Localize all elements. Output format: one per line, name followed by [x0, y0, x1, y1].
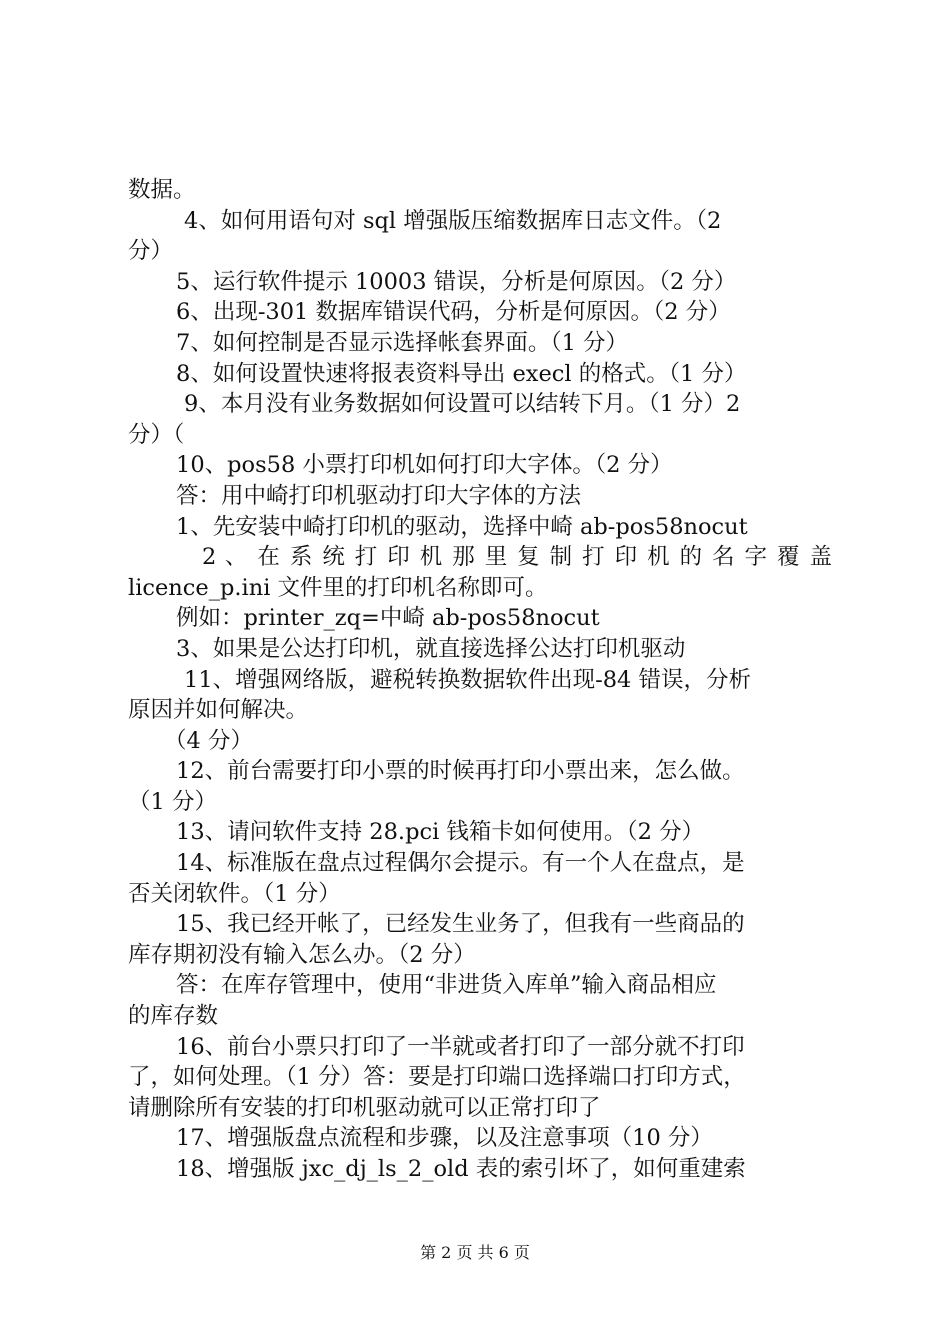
text-line: 原因并如何解决。	[128, 697, 309, 724]
text-line: 答：用中崎打印机驱动打印大字体的方法	[176, 482, 582, 509]
text-line: 分）	[128, 238, 174, 265]
text-line: 11、增强网络版，避税转换数据软件出现-84 错误，分析	[184, 666, 752, 693]
text-line: 5、运行软件提示 10003 错误，分析是何原因。（2 分）	[176, 268, 737, 295]
text-line: 了，如何处理。（1 分）答：要是打印端口选择端口打印方式，	[128, 1064, 746, 1091]
text-line: 13、请问软件支持 28.pci 钱箱卡如何使用。（2 分）	[176, 819, 705, 846]
text-line: 8、如何设置快速将报表资料导出 execl 的格式。（1 分）	[176, 360, 747, 387]
page-footer: 第 2 页 共 6 页	[420, 1243, 530, 1262]
text-line: 库存期初没有输入怎么办。（2 分）	[128, 941, 476, 968]
text-line: 18、增强版 jxc_dj_ls_2_old 表的索引坏了，如何重建索	[176, 1156, 746, 1182]
text-line: 否关闭软件。（1 分）	[128, 880, 341, 907]
document-body	[128, 175, 832, 1185]
text-line: 请删除所有安装的打印机驱动就可以正常打印了	[128, 1094, 601, 1121]
text-line: 15、我已经开帐了，已经发生业务了，但我有一些商品的	[176, 911, 745, 938]
text-line: 3、如果是公达打印机，就直接选择公达打印机驱动	[176, 635, 686, 662]
text-line: 17、增强版盘点流程和步骤，以及注意事项（10 分）	[176, 1125, 713, 1152]
text-line: 例如：printer_zq=中崎 ab-pos58nocut	[176, 605, 600, 632]
text-line: 数据。	[128, 177, 196, 203]
text-line: 的库存数	[128, 1003, 219, 1030]
text-line: 10、pos58 小票打印机如何打印大字体。（2 分）	[176, 452, 673, 479]
text-line: 12、前台需要打印小票的时候再打印小票出来，怎么做。	[176, 758, 745, 785]
text-line: 1、先安装中崎打印机的驱动，选择中崎 ab-pos58nocut	[176, 513, 748, 540]
text-line: 6、出现-301 数据库错误代码，分析是何原因。（2 分）	[176, 299, 731, 326]
text-line: 14、标准版在盘点过程偶尔会提示。有一个人在盘点，是	[176, 850, 745, 877]
text-line: 2 、 在 系 统 打 印 机 那 里 复 制 打 印 机 的 名 字 覆 盖	[202, 544, 832, 571]
text-line: （1 分）	[128, 788, 217, 815]
text-line: 答：在库存管理中，使用“非进货入库单”输入商品相应	[176, 972, 717, 999]
text-line: 9、本月没有业务数据如何设置可以结转下月。（1 分）2	[184, 391, 741, 418]
text-line: 7、如何控制是否显示选择帐套界面。（1 分）	[176, 329, 629, 356]
text-line: licence_p.ini 文件里的打印机名称即可。	[128, 574, 548, 601]
text-line: （4 分）	[164, 727, 253, 754]
text-line: 16、前台小票只打印了一半就或者打印了一部分就不打印	[176, 1033, 745, 1060]
text-line: 分）（	[128, 421, 185, 448]
text-line: 4、如何用语句对 sql 增强版压缩数据库日志文件。（2	[184, 207, 722, 234]
